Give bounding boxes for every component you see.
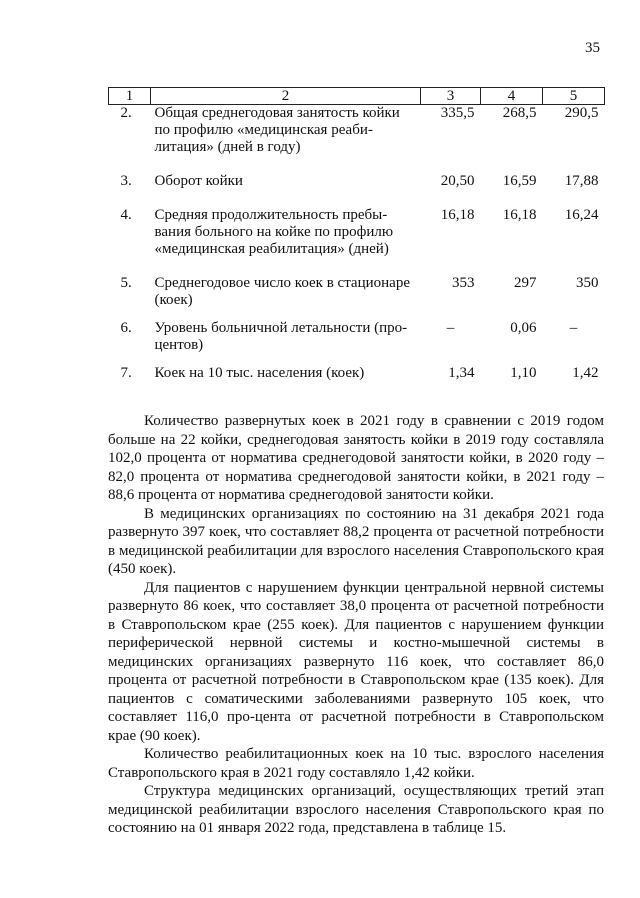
page-number: 35	[585, 40, 600, 56]
header-col-4: 4	[481, 88, 543, 105]
row-value-col5: 290,5	[564, 105, 599, 121]
paragraph: Структура медицинских организаций, осуществляющих третий этап медицинской реабилитации взрослого населения Ставропольского края по состоянию на 01 января 2022 года, представлена в таблице 15.	[108, 783, 604, 836]
header-col-2: 2	[151, 88, 421, 105]
row-indicator: Общая среднегодовая занятость койки по профилю «медицинская реаби-литация» (дней в году)	[154, 105, 400, 155]
table-header-row	[109, 88, 605, 105]
table-row	[109, 320, 605, 365]
row-indicator: Среднегодовое число коек в стационаре (коек)	[154, 275, 410, 308]
row-number: 2.	[120, 105, 132, 121]
table-row	[109, 105, 605, 174]
row-value-col4: 268,5	[502, 105, 537, 121]
row-number: 7.	[120, 365, 132, 381]
table-row	[109, 207, 605, 275]
header-col-5: 5	[543, 88, 605, 105]
paragraph: Для пациентов с нарушением функции центральной нервной системы развернуто 86 коек, что составляет 38,0 процента от расчетной потребности в Ставропольском крае (255 коек). Для пациентов с нарушением функции периферической нервной системы и костно-мышечной системы в медицинских организациях развернуто 116 коек, что составляет 86,0 процента от расчетной потребности в Ставропольском крае (135 коек). Для пациентов с соматическими заболеваниями развернуто 105 коек, что составляет 116,0 про-цента от расчетной потребности в Ставропольском крае (90 коек).	[108, 579, 604, 744]
row-indicator: Коек на 10 тыс. населения (коек)	[154, 365, 365, 381]
row-value-col5: 17,88	[564, 173, 599, 189]
table-row	[109, 173, 605, 207]
table-row	[109, 275, 605, 320]
row-value-col3: 1,34	[448, 365, 475, 381]
indicators-table	[108, 87, 604, 395]
row-value-col3: 335,5	[440, 105, 475, 121]
row-value-col4: 1,10	[510, 365, 537, 381]
row-number: 5.	[120, 275, 132, 291]
paragraph: Количество реабилитационных коек на 10 тыс. взрослого населения Ставропольского края в 2021 году составляло 1,42 койки.	[108, 746, 604, 781]
row-value-col4: 0,06	[510, 320, 537, 336]
row-value-col5: –	[569, 320, 578, 336]
row-value-col3: 16,18	[440, 207, 475, 223]
row-value-col3: 353	[452, 275, 475, 291]
row-value-col4: 16,59	[502, 173, 537, 189]
row-number: 3.	[120, 173, 132, 189]
row-value-col5: 1,42	[572, 365, 599, 381]
row-indicator: Уровень больничной летальности (про-центов)	[154, 320, 408, 353]
row-value-col3: –	[446, 320, 455, 336]
row-value-col5: 350	[576, 275, 599, 291]
row-number: 6.	[120, 320, 132, 336]
row-value-col5: 16,24	[564, 207, 599, 223]
table-row	[109, 365, 605, 395]
paragraph: В медицинских организациях по состоянию на 31 декабря 2021 года развернуто 397 коек, что составляет 88,2 процента от расчетной потребности в медицинской реабилитации для взрослого населения Ставропольского края (450 коек).	[108, 505, 604, 577]
row-value-col4: 16,18	[502, 207, 537, 223]
row-value-col4: 297	[514, 275, 537, 291]
paragraph: Количество развернутых коек в 2021 году в сравнении с 2019 годом больше на 22 койки, среднегодовая занятость койки в 2019 году составляла 102,0 процента от норматива среднегодовой занятости койки, в 2020 году – 82,0 процента от норматива среднегодовой занятости койки, в 2021 году – 88,6 процента от норматива среднегодовой занятости койки.	[108, 413, 604, 503]
row-indicator: Средняя продолжительность пребы-вания больного на койке по профилю «медицинская реабилитация» (дней)	[154, 207, 394, 257]
body-text	[108, 412, 604, 838]
row-number: 4.	[120, 207, 132, 223]
row-value-col3: 20,50	[440, 173, 475, 189]
header-col-3: 3	[421, 88, 481, 105]
row-indicator: Оборот койки	[154, 173, 243, 189]
header-col-1: 1	[109, 88, 151, 105]
